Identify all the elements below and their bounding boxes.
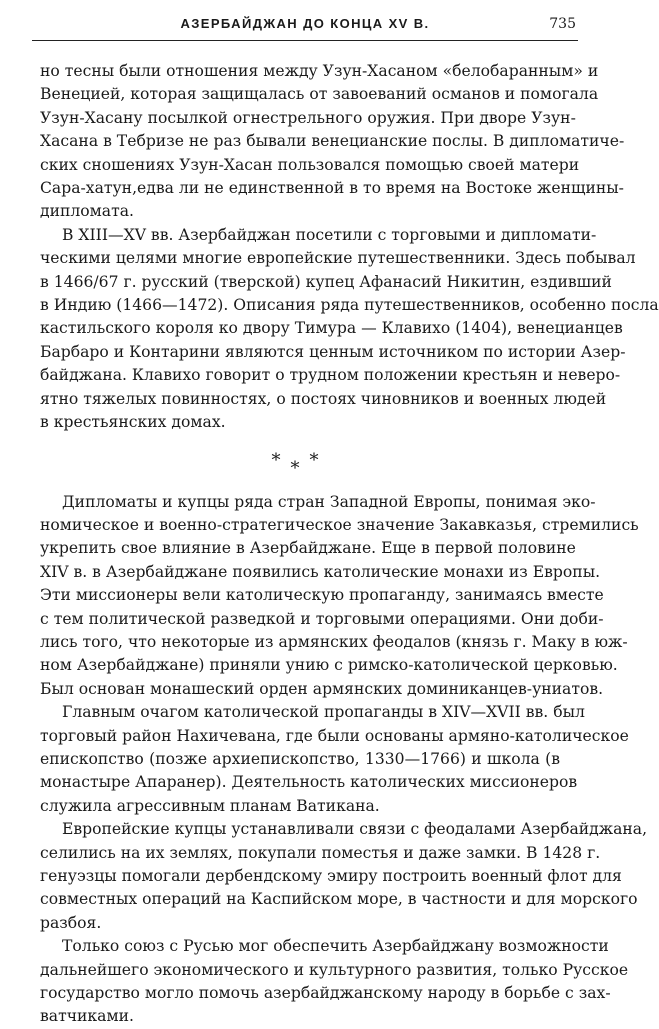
text-line: Узун-Хасану посылкой огнестрельного оружия. При дворе Узун- bbox=[40, 108, 576, 127]
text-line: но тесны были отношения между Узун-Хасаном «белобаранным» и bbox=[40, 62, 599, 80]
separator-star: * bbox=[290, 457, 310, 479]
running-head: АЗЕРБАЙДЖАН ДО КОНЦА XV В. bbox=[180, 16, 430, 31]
paragraph bbox=[40, 224, 659, 435]
text-line: разбоя. bbox=[40, 913, 102, 932]
text-line: совместных операций на Каспийском море, в частности и для морского bbox=[40, 890, 638, 909]
text-line: Дипломаты и купцы ряда стран Западной Европы, понимая эко- bbox=[62, 492, 596, 511]
text-line: дальнейшего экономического и культурного развития, только Русское bbox=[40, 960, 629, 979]
text-line: ятно тяжелых повинностях, о постоях чиновников и военных людей bbox=[40, 389, 607, 408]
text-line: в 1466/67 г. русский (тверской) купец Афанасий Никитин, ездивший bbox=[40, 272, 612, 291]
text-line: Был основан монашеский орден армянских доминиканцев-униатов. bbox=[40, 679, 604, 698]
text-line: с тем политической разведкой и торговыми операциями. Они доби- bbox=[40, 609, 604, 628]
paragraph bbox=[40, 491, 639, 702]
text-line: Эти миссионеры вели католическую пропаганду, занимаясь вместе bbox=[40, 586, 604, 605]
text-line: байджана. Клавихо говорит о трудном положении крестьян и неверо- bbox=[40, 366, 621, 385]
text-line: торговый район Нахичевана, где были основаны армяно-католическое bbox=[40, 726, 629, 745]
text-line: дипломата. bbox=[40, 202, 134, 221]
text-line: государство могло помочь азербайджанскому народу в борьбе с зах- bbox=[40, 984, 611, 1003]
text-line: в Индию (1466—1472). Описания ряда путешественников, особенно посла bbox=[40, 296, 659, 315]
text-line: лись того, что некоторые из армянских феодалов (князь г. Маку в юж- bbox=[40, 632, 628, 651]
paragraph bbox=[40, 935, 629, 1029]
text-line: ном Азербайджане) приняли унию с римско-католической церковью. bbox=[40, 656, 618, 675]
paragraph bbox=[40, 818, 648, 935]
text-line: Европейские купцы устанавливали связи с феодалами Азербайджана, bbox=[62, 820, 648, 839]
text-line: в крестьянских домах. bbox=[40, 413, 226, 432]
paragraph bbox=[40, 701, 629, 818]
text-line: укрепить свое влияние в Азербайджане. Еще в первой половине bbox=[40, 539, 576, 558]
text-line: В XIII—XV вв. Азербайджан посетили с торговыми и дипломати- bbox=[62, 225, 597, 244]
section-separator bbox=[40, 449, 560, 479]
text-line: монастыре Апаранер). Деятельность католических миссионеров bbox=[40, 773, 578, 792]
text-line: Венецией, которая защищалась от завоеваний османов и помогала bbox=[40, 85, 599, 104]
text-line: Сара-хатун,едва ли не единственной в то время на Востоке женщины- bbox=[40, 179, 624, 198]
page-header bbox=[32, 14, 578, 41]
text-line: ческими целями многие европейские путешественники. Здесь побывал bbox=[40, 249, 636, 268]
text-line: Барбаро и Контарини являются ценным источником по истории Азер- bbox=[40, 342, 626, 361]
text-line: Только союз с Русью мог обеспечить Азербайджану возможности bbox=[62, 937, 609, 956]
text-line: селились на их землях, покупали поместья и даже замки. В 1428 г. bbox=[40, 843, 601, 862]
page-body bbox=[40, 60, 659, 1029]
text-line: номическое и военно-стратегическое значение Закавказья, стремились bbox=[40, 515, 639, 534]
page-number: 735 bbox=[549, 16, 576, 32]
text-line: Хасана в Тебризе не раз бывали венецианские послы. В дипломатиче- bbox=[40, 132, 625, 151]
text-line: XIV в. в Азербайджане появились католические монахи из Европы. bbox=[40, 562, 601, 581]
separator-star: * bbox=[271, 449, 291, 471]
text-line: служила агрессивным планам Ватикана. bbox=[40, 796, 380, 815]
text-line: кастильского короля ко двору Тимура — Клавихо (1404), венецианцев bbox=[40, 319, 623, 338]
text-line: ских сношениях Узун-Хасан пользовался помощью своей матери bbox=[40, 155, 580, 174]
text-line: ватчиками. bbox=[40, 1007, 134, 1026]
text-line: генуэзцы помогали дербендскому эмиру построить военный флот для bbox=[40, 867, 622, 885]
separator-star: * bbox=[309, 449, 329, 471]
paragraph bbox=[40, 60, 625, 224]
text-line: епископство (позже архиепископство, 1330—1766) и школа (в bbox=[40, 749, 560, 768]
text-line: Главным очагом католической пропаганды в XIV—XVII вв. был bbox=[62, 703, 585, 722]
